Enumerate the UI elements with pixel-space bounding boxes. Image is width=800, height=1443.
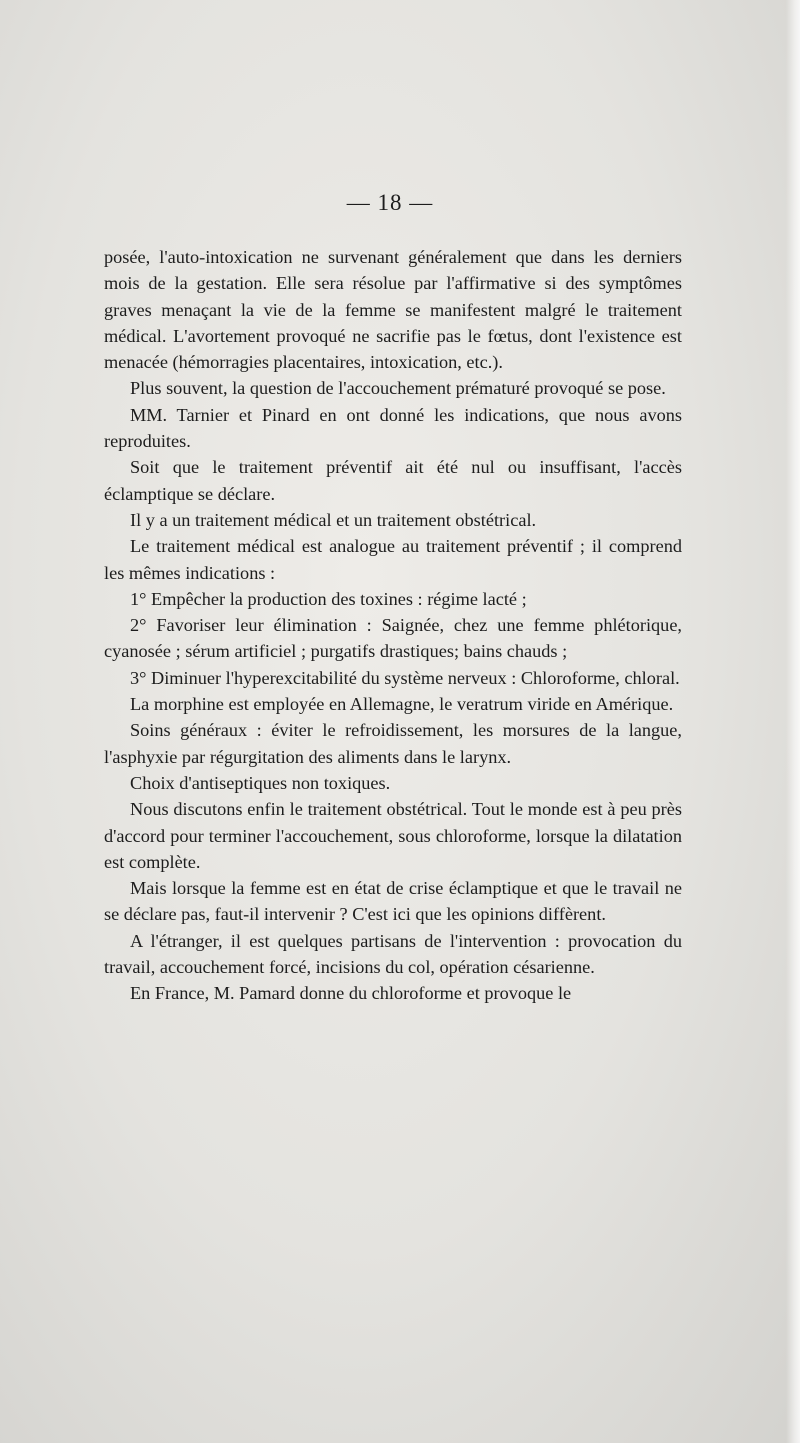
paragraph: posée, l'auto-intoxication ne survenant généralement que dans les derniers mois de la gestation. Elle sera résolue par l'affirmative si des symptômes graves menaçant la vie de la femme se manifestent malgré le traitement médical. L'avortement provoqué ne sacrifie pas le fœtus, dont l'existence est menacée (hémorragies placentaires, intoxication, etc.).: [104, 247, 682, 373]
paragraph: Mais lorsque la femme est en état de crise éclamptique et que le travail ne se déclare pas, faut-il intervenir ? C'est ici que les opinions diffèrent.: [104, 878, 682, 925]
paragraph: Il y a un traitement médical et un traitement obstétrical.: [130, 509, 537, 530]
paragraph: Nous discutons enfin le traitement obstétrical. Tout le monde est à peu près d'accord pour terminer l'accouchement, sous chloroforme, lorsque la dilatation est complète.: [104, 799, 682, 872]
page-number: — 18 —: [346, 190, 434, 215]
paragraph: La morphine est employée en Allemagne, le veratrum viride en Amérique.: [130, 694, 674, 715]
paragraph: MM. Tarnier et Pinard en ont donné les indications, que nous avons reproduites.: [104, 404, 682, 452]
paragraph: 1° Empêcher la production des toxines : régime lacté ;: [130, 588, 527, 609]
paragraph: Le traitement médical est analogue au traitement préventif ; il comprend les mêmes indications :: [104, 536, 682, 583]
paragraph: 2° Favoriser leur élimination : Saignée, chez une femme phlétorique, cyanosée ; sérum artificiel ; purgatifs drastiques; bains chauds ;: [104, 615, 682, 662]
paragraph: Plus souvent, la question de l'accouchement prématuré provoqué se pose.: [130, 378, 666, 399]
paragraph: Soit que le traitement préventif ait été nul ou insuffisant, l'accès éclamptique se déclare.: [104, 457, 682, 504]
page-edge: [786, 0, 800, 1443]
body-text: [104, 244, 682, 1007]
paragraph: Soins généraux : éviter le refroidissement, les morsures de la langue, l'asphyxie par régurgitation des aliments dans le larynx.: [104, 720, 682, 767]
paragraph: En France, M. Pamard donne du chloroforme et provoque le: [130, 983, 572, 1004]
paragraph: 3° Diminuer l'hyperexcitabilité du système nerveux : Chloroforme, chloral.: [130, 667, 680, 688]
paragraph: A l'étranger, il est quelques partisans de l'intervention : provocation du travail, accouchement forcé, incisions du col, opération césarienne.: [104, 930, 682, 978]
paragraph: Choix d'antiseptiques non toxiques.: [130, 772, 391, 793]
